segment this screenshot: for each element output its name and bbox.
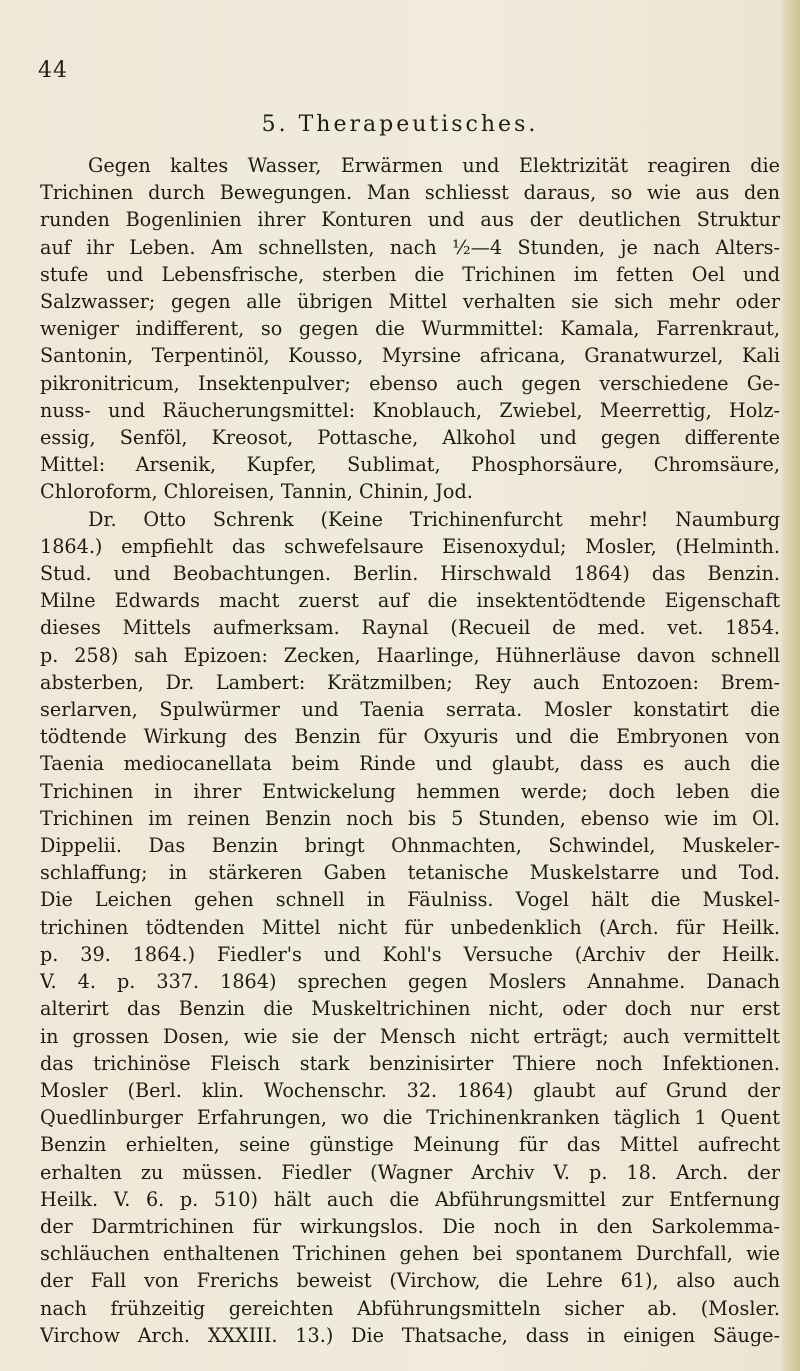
- text-line: 1864.) empfiehlt das schwefelsaure Eisenoxydul; Mosler, (Helminth.: [40, 534, 780, 558]
- text-line: absterben, Dr. Lambert: Krätzmilben; Rey auch Entozoen: Brem-: [40, 670, 780, 694]
- text-line: nach frühzeitig gereichten Abführungsmitteln sicher ab. (Mosler.: [40, 1296, 780, 1320]
- text-line: schlaffung; in stärkeren Gaben tetanische Muskelstarre und Tod.: [40, 861, 780, 885]
- text-line: Die Leichen gehen schnell in Fäulniss. Vogel hält die Muskel-: [40, 888, 780, 912]
- text-line: Trichinen im reinen Benzin noch bis 5 Stunden, ebenso wie im Ol.: [40, 806, 780, 830]
- text-line: Heilk. V. 6. p. 510) hält auch die Abführungsmittel zur Entfernung: [40, 1187, 780, 1211]
- text-line: auf ihr Leben. Am schnellsten, nach ½—4 Stunden, je nach Alters-: [40, 235, 780, 259]
- text-line: Trichinen in ihrer Entwickelung hemmen werde; doch leben die: [40, 779, 780, 803]
- text-line: stufe und Lebensfrische, sterben die Trichinen im fetten Oel und: [40, 262, 780, 286]
- text-line: Santonin, Terpentinöl, Kousso, Myrsine africana, Granatwurzel, Kali: [40, 344, 780, 368]
- page-number: 44: [38, 58, 68, 83]
- text-line: runden Bogenlinien ihrer Konturen und aus der deutlichen Struktur: [40, 208, 780, 232]
- text-line: Taenia mediocanellata beim Rinde und glaubt, dass es auch die: [40, 752, 780, 776]
- page-edge: [782, 0, 800, 1371]
- text-line: nuss- und Räucherungsmittel: Knoblauch, Zwiebel, Meerrettig, Holz-: [40, 398, 780, 422]
- text-line: Gegen kaltes Wasser, Erwärmen und Elektrizität reagiren die: [88, 154, 780, 177]
- text-line: in grossen Dosen, wie sie der Mensch nicht erträgt; auch vermittelt: [40, 1024, 780, 1048]
- text-line: Dippelii. Das Benzin bringt Ohnmachten, Schwindel, Muskeler-: [40, 834, 780, 858]
- text-line: Dr. Otto Schrenk (Keine Trichinenfurcht mehr! Naumburg: [88, 507, 780, 531]
- text-line: erhalten zu müssen. Fiedler (Wagner Archiv V. p. 18. Arch. der: [40, 1160, 780, 1184]
- text-line: Mosler (Berl. klin. Wochenschr. 32. 1864) glaubt auf Grund der: [40, 1078, 780, 1102]
- body-text: [40, 152, 780, 1349]
- text-line: p. 39. 1864.) Fiedler's und Kohl's Versuche (Archiv der Heilk.: [40, 942, 780, 966]
- text-line: Milne Edwards macht zuerst auf die insektentödtende Eigenschaft: [40, 589, 780, 613]
- text-line: V. 4. p. 337. 1864) sprechen gegen Moslers Annahme. Danach: [40, 970, 780, 994]
- text-line: Benzin erhielten, seine günstige Meinung für das Mittel aufrecht: [40, 1133, 780, 1157]
- text-line: Quedlinburger Erfahrungen, wo die Trichinenkranken täglich 1 Quent: [40, 1106, 780, 1130]
- text-line: schläuchen enthaltenen Trichinen gehen bei spontanem Durchfall, wie: [40, 1242, 780, 1266]
- text-line: alterirt das Benzin die Muskeltrichinen nicht, oder doch nur erst: [40, 997, 780, 1021]
- text-line: das trichinöse Fleisch stark benzinisirter Thiere noch Infektionen.: [40, 1051, 780, 1075]
- text-line: tödtende Wirkung des Benzin für Oxyuris und die Embryonen von: [40, 725, 780, 749]
- text-line: der Darmtrichinen für wirkungslos. Die noch in den Sarkolemma-: [40, 1214, 780, 1238]
- text-line: Trichinen durch Bewegungen. Man schliesst daraus, so wie aus den: [40, 181, 780, 205]
- text-line: weniger indifferent, so gegen die Wurmmittel: Kamala, Farrenkraut,: [40, 317, 780, 341]
- text-line: der Fall von Frerichs beweist (Virchow, die Lehre 61), also auch: [40, 1269, 780, 1293]
- text-line: Salzwasser; gegen alle übrigen Mittel verhalten sie sich mehr oder: [40, 290, 780, 314]
- text-line: Mittel: Arsenik, Kupfer, Sublimat, Phosphorsäure, Chromsäure,: [40, 453, 780, 477]
- text-line: Virchow Arch. XXXIII. 13.) Die Thatsache, dass in einigen Säuge-: [40, 1323, 780, 1347]
- text-line: trichinen tödtenden Mittel nicht für unbedenklich (Arch. für Heilk.: [40, 915, 780, 939]
- text-line: pikronitricum, Insektenpulver; ebenso auch gegen verschiedene Ge-: [40, 371, 780, 395]
- text-line: Chloroform, Chloreisen, Tannin, Chinin, Jod.: [40, 480, 473, 504]
- text-line: dieses Mittels aufmerksam. Raynal (Recueil de med. vet. 1854.: [40, 616, 780, 640]
- section-heading: 5. Therapeutisches.: [261, 112, 539, 137]
- text-line: serlarven, Spulwürmer und Taenia serrata. Mosler konstatirt die: [40, 698, 780, 722]
- text-line: p. 258) sah Epizoen: Zecken, Haarlinge, Hühnerläuse davon schnell: [40, 643, 780, 667]
- text-line: essig, Senföl, Kreosot, Pottasche, Alkohol und gegen differente: [40, 426, 780, 450]
- text-line: Stud. und Beobachtungen. Berlin. Hirschwald 1864) das Benzin.: [40, 562, 780, 586]
